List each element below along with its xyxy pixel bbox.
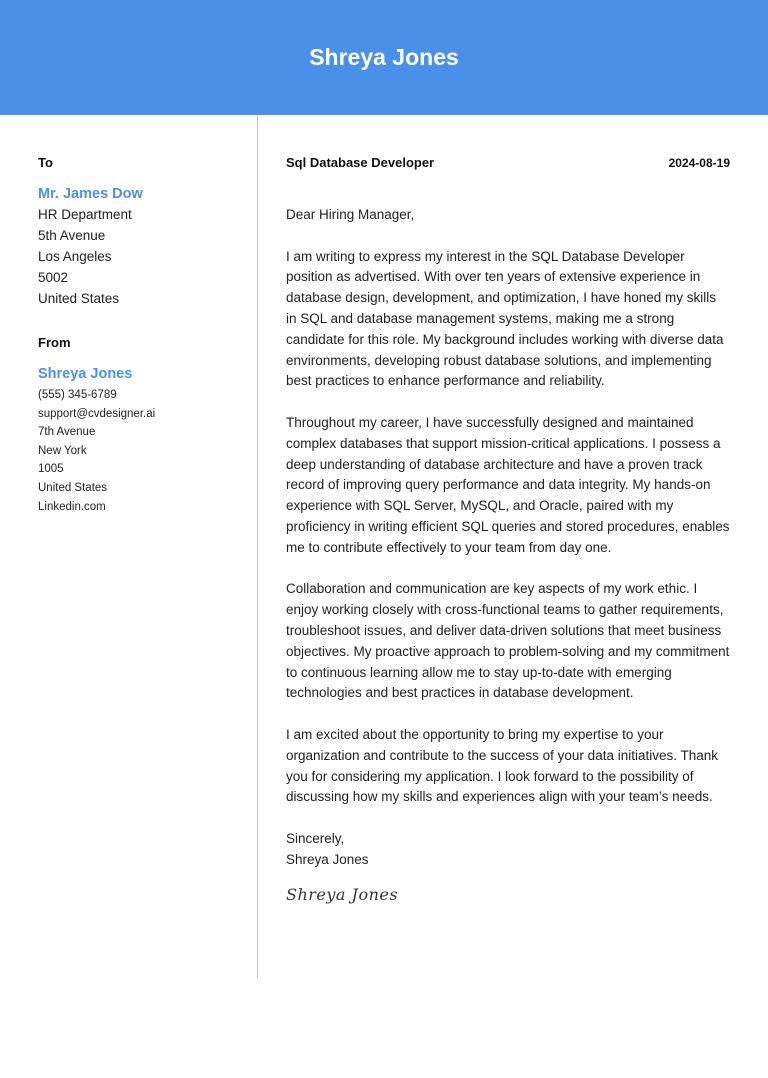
sender-postcode: 1005 <box>38 463 64 476</box>
closing <box>286 829 730 871</box>
recipient-line: Los Angeles <box>38 249 112 264</box>
to-label: To <box>38 155 53 170</box>
closing-name: Shreya Jones <box>286 851 369 867</box>
sender-email: support@cvdesigner.ai <box>38 407 156 420</box>
letter-body <box>286 155 730 904</box>
sender-linkedin: Linkedin.com <box>38 500 106 513</box>
sender-city: New York <box>38 444 87 457</box>
job-title: Sql Database Developer <box>286 155 435 170</box>
salutation: Dear Hiring Manager, <box>286 207 415 222</box>
letter-header-row <box>286 155 730 175</box>
applicant-name-heading: Shreya Jones <box>309 44 459 70</box>
paragraph: Collaboration and communication are key aspects of my work ethic. I enjoy working closely with cross-functional teams to gather requirements, troubleshoot issues, and deliver data-driven solutions that meet business objectives. My proactive approach to problem-solving and my commitment to continuous learning allow me to stay up-to-date with emerging technologies and best practices in database development. <box>286 581 730 701</box>
paragraph: Throughout my career, I have successfully designed and maintained complex databases that support mission-critical applications. I possess a deep understanding of database architecture and have a proven track record of improving query performance and data integrity. My hands-on experience with SQL Server, MySQL, and Oracle, paired with my proficiency in writing efficient SQL queries and stored procedures, enables me to contribute effectively to your team from day one. <box>286 414 730 555</box>
closing-phrase: Sincerely, <box>286 830 345 846</box>
from-label: From <box>38 335 71 350</box>
sender-country: United States <box>38 481 108 494</box>
recipient-name: Mr. James Dow <box>38 186 143 202</box>
recipient-line: United States <box>38 291 120 306</box>
handwritten-signature: Shreya Jones <box>286 884 399 904</box>
recipient-address <box>38 204 248 309</box>
sender-name: Shreya Jones <box>38 366 133 382</box>
recipient-line: HR Department <box>38 207 132 222</box>
letter-date: 2024-08-19 <box>668 156 730 170</box>
paragraph: I am writing to express my interest in the SQL Database Developer position as advertised. With over ten years of extensive experience in database design, development, and optimization, I have honed my skills in SQL and database management systems, making me a strong candidate for this role. My background includes working with diverse data environments, developing robust database solutions, and implementing best practices to enhance performance and reliability. <box>286 248 724 389</box>
sender-phone: (555) 345-6789 <box>38 389 117 401</box>
sidebar <box>38 155 248 516</box>
recipient-line: 5th Avenue <box>38 228 106 243</box>
sender-street: 7th Avenue <box>38 426 96 439</box>
recipient-line: 5002 <box>38 270 69 285</box>
column-divider <box>257 115 258 978</box>
paragraph: I am excited about the opportunity to bring my expertise to your organization and contribute to the success of your data initiatives. Thank you for considering my application. I look forward to the possibility of discussing how my skills and experiences align with your team’s needs. <box>286 726 719 805</box>
header-banner <box>0 0 768 115</box>
sender-contact <box>38 386 248 516</box>
